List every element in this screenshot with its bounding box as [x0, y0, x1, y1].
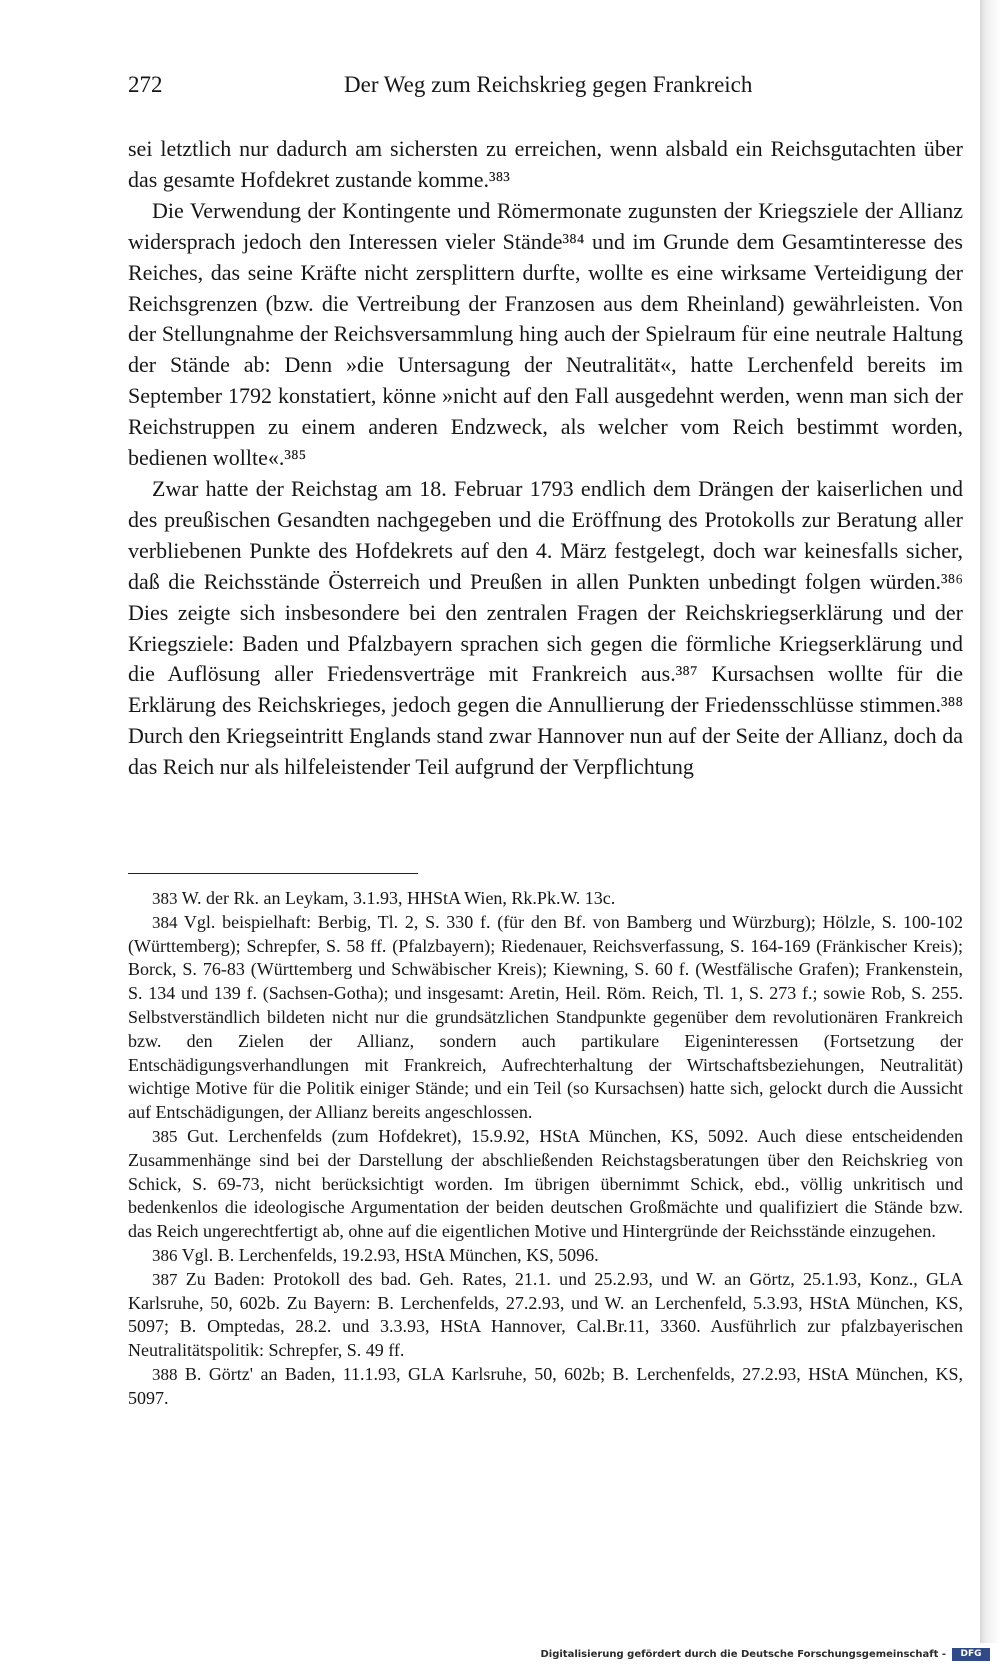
footnote-number: 387 — [152, 1269, 178, 1289]
body-text — [128, 134, 963, 783]
paragraph-3: Zwar hatte der Reichstag am 18. Februar 1793 endlich dem Drängen der kaiserlichen und des preußischen Gesandten nachgegeben und die Eröffnung des Protokolls zur Beratung aller verbliebenen Punkte des Hofdekrets auf den 4. März festgelegt, doch war keinesfalls sicher, daß die Reichsstände Österreich und Preußen in allen Punkten unbedingt folgen würden.³⁸⁶ Dies zeigte sich insbesondere bei den zentralen Fragen der Reichskriegserklärung und der Kriegsziele: Baden und Pfalzbayern sprachen sich gegen die förmliche Kriegserklärung und die Auflösung aller Friedensverträge mit Frankreich aus.³⁸⁷ Kursachsen wollte für die Erklärung des Reichskrieges, jedoch gegen die Annullierung der Friedensschlüsse stimmen.³⁸⁸ Durch den Kriegseintritt Englands stand zwar Hannover nun auf der Seite der Allianz, doch da das Reich nur als hilfeleistender Teil aufgrund der Verpflichtung — [128, 475, 963, 780]
footnote-text: W. der Rk. an Leykam, 3.1.93, HHStA Wien, Rk.Pk.W. 13c. — [181, 888, 616, 908]
footnote-number: 383 — [152, 889, 178, 908]
footnote-number: 386 — [152, 1245, 178, 1265]
running-head — [128, 72, 963, 102]
paragraph-2: Die Verwendung der Kontingente und Römermonate zugunsten der Kriegsziele der Allianz widersprach jedoch den Interessen vieler Stände³⁸⁴ und im Grunde dem Gesamtinteresse des Reiches, das seine Kräfte nicht zersplittern durfte, wollte es eine wirksame Verteidigung der Reichsgrenzen (bzw. die Vertreibung der Franzosen aus dem Rheinland) gewährleisten. Von der Stellungnahme der Reichsversammlung hing auch der Spielraum für eine neutrale Haltung der Stände ab: Denn »die Untersagung der Neutralität«, hatte Lerchenfeld bereits im September 1792 konstatiert, könne »nicht auf den Fall ausgedehnt werden, wenn man sich der Reichstruppen zu einem anderen Endzweck, als welcher vom Reich bestimmt worden, bedienen wollte«.³⁸⁵ — [128, 197, 963, 471]
page-title: Der Weg zum Reichskrieg gegen Frankreich — [344, 72, 753, 97]
footnote-divider — [128, 873, 418, 875]
footnote-388 — [128, 1363, 963, 1411]
footer-bar — [0, 1643, 1000, 1665]
paragraph-1: sei letztlich nur dadurch am sichersten zu erreichen, wenn alsbald ein Reichsgutachten über das gesamte Hofdekret zustande komme.³⁸³ — [128, 136, 963, 192]
footnotes — [128, 887, 963, 1411]
footnote-text: Zu Baden: Protokoll des bad. Geh. Rates, 21.1. und 25.2.93, und W. an Görtz, 25.1.93, Konz., GLA Karlsruhe, 50, 602b. Zu Bayern: B. Lerchenfelds, 27.2.93, und W. an Lerchenfeld, 5.3.93, HStA München, KS, 5097; B. Omptedas, 28.2. und 3.3.93, HStA Hannover, Cal.Br.11, 3360. Ausführlich zur pfalzbayerischen Neutralitätspolitik: Schrepfer, S. 49 ff. — [128, 1268, 964, 1361]
footnote-text: Vgl. beispielhaft: Berbig, Tl. 2, S. 330 f. (für den Bf. von Bamberg und Würzburg); Hölzle, S. 100-102 (Württemberg); Schrepfer, S. 58 ff. (Pfalzbayern); Riedenauer, Reichsverfassung, S. 164-169 (Fränkischer Kreis); Borck, S. 76-83 (Württemberg und Schwäbischer Kreis); Kiewning, S. 60 f. (Westfälische Grafen); Frankenstein, S. 134 und 139 f. (Sachsen-Gotha); und insgesamt: Aretin, Heil. Röm. Reich, Tl. 1, S. 273 f.; sowie Rob, S. 255. Selbstverständlich bildeten nicht nur die grundsätzlichen Standpunkte gegenüber dem revolutionären Frankreich bzw. den Zielen der Allianz, sondern auch partikulare Eigeninteressen (Fortsetzung der Entschädigungsverhandlungen mit Frankreich, Aufrechterhaltung der Wirtschaftsbeziehungen, Neutralität) wichtige Motive für die Politik einiger Stände; und ein Teil (so Kursachsen) hatte sich, gelockt durch die Aussicht auf Entschädigungen, der Allianz bereits angeschlossen. — [128, 911, 963, 1123]
footnote-number: 385 — [152, 1126, 178, 1146]
page-number: 272 — [128, 72, 163, 97]
page-edge-shadow — [980, 0, 1000, 1665]
footnote-385 — [128, 1125, 963, 1244]
footnote-number: 384 — [152, 912, 178, 932]
funding-notice: Digitalisierung gefördert durch die Deutsche Forschungsgemeinschaft - — [540, 1649, 946, 1660]
footnote-text: B. Görtz' an Baden, 11.1.93, GLA Karlsruhe, 50, 602b; B. Lerchenfelds, 27.2.93, HStA München, KS, 5097. — [128, 1363, 963, 1408]
dfg-logo: DFG — [952, 1648, 990, 1661]
footnote-text: Vgl. B. Lerchenfelds, 19.2.93, HStA München, KS, 5096. — [181, 1244, 599, 1265]
footnote-386 — [128, 1244, 963, 1268]
footnote-384 — [128, 911, 963, 1125]
footnote-text: Gut. Lerchenfelds (zum Hofdekret), 15.9.92, HStA München, KS, 5092. Auch diese entscheidenden Zusammenhänge sind bei der Darstellung der abschließenden Reichstagsberatungen über den Reichskrieg von Schick, S. 69-73, nicht berücksichtigt worden. Im übrigen übernimmt Schick, ebd., völlig unkritisch und bedenkenlos die ideologische Argumentation der beiden deutschen Großmächte und qualifiziert die Stände bzw. das Reich ungerechtfertigt ab, ohne auf die eigentlichen Motive und Hintergründe der Reichsstände einzugehen. — [128, 1125, 963, 1242]
footnote-number: 388 — [152, 1364, 178, 1384]
footnote-383 — [128, 887, 963, 911]
footnote-387 — [128, 1268, 963, 1363]
